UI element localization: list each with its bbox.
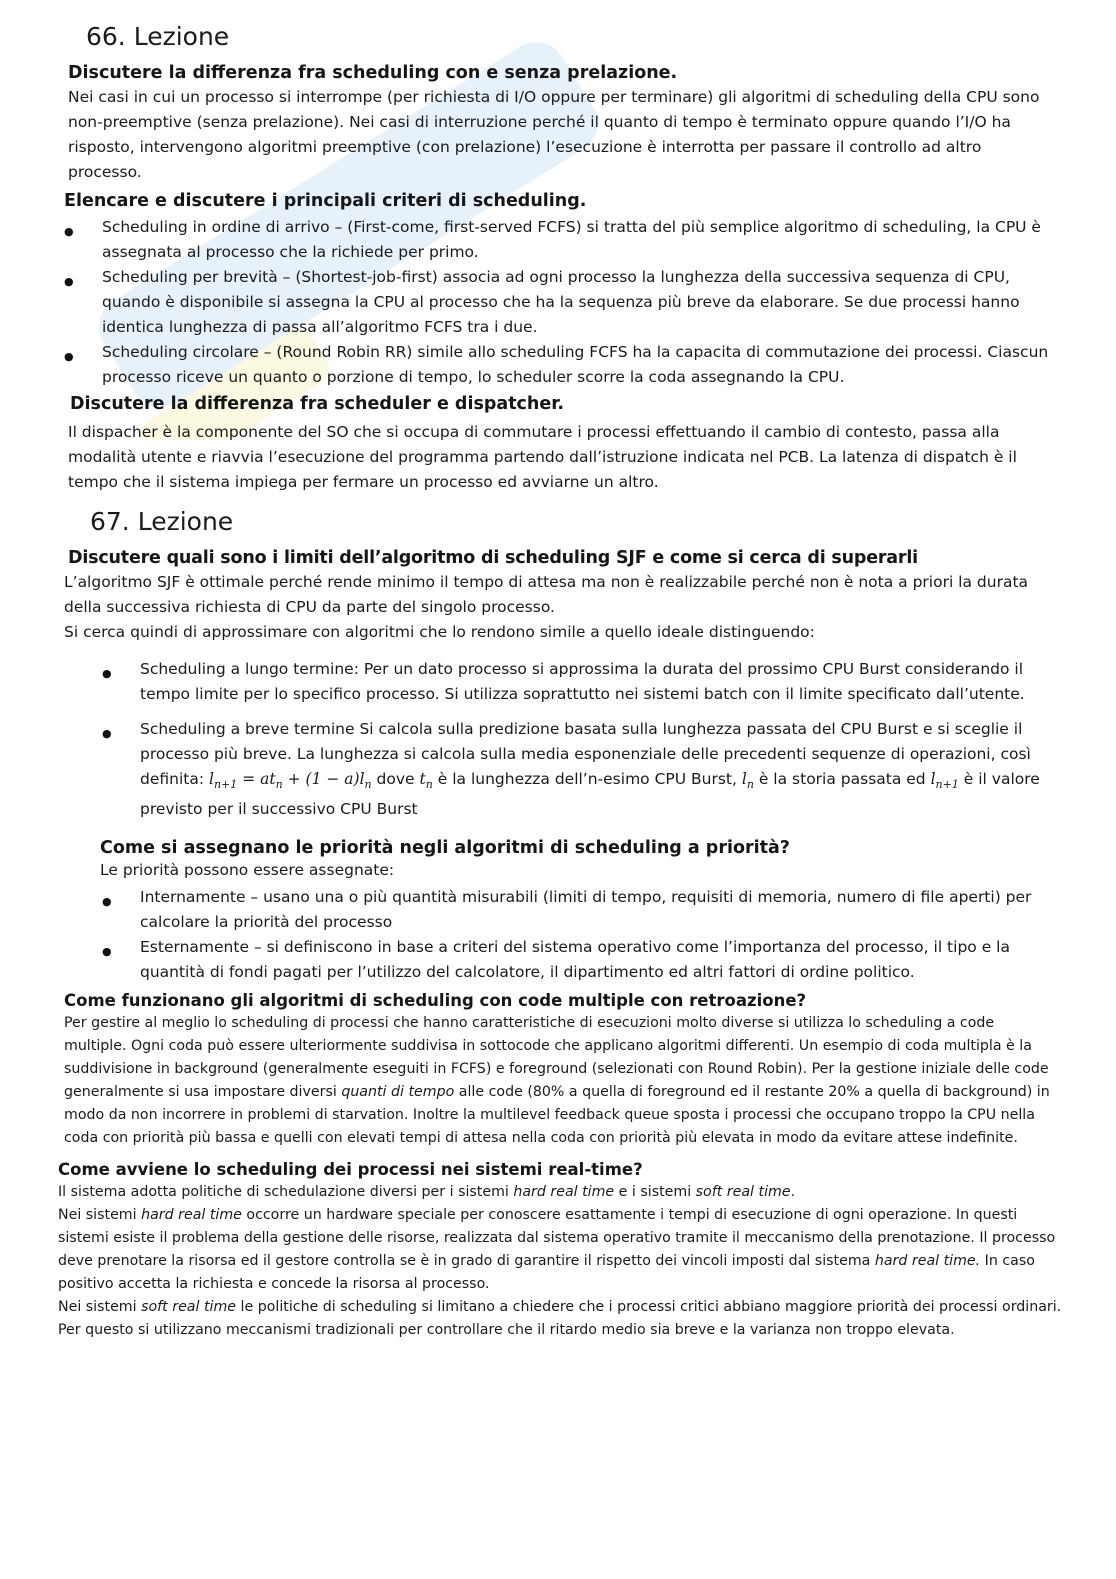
question-preemption-heading: Discutere la differenza fra scheduling con e senza prelazione. — [68, 63, 678, 83]
list-item: ● Esternamente – si definiscono in base a criteri del sistema operativo come l’importanza del processo, il tipo e la quantità di fondi pagati per l’utilizzo del calcolatore, il dipartimento ed altri fattori di ordine politico. — [64, 935, 1056, 985]
answer-realtime-1: Il sistema adotta politiche di schedulazione diversi per i sistemi hard real time e i sistemi soft real time. — [58, 1184, 796, 1201]
list-item: ● Internamente – usano una o più quantità misurabili (limiti di tempo, requisiti di memoria, numero di file aperti) per calcolare la priorità del processo — [64, 885, 1056, 935]
answer-realtime-3: Nei sistemi soft real time le politiche di scheduling si limitano a chiedere che i processi critici abbiano maggiore priorità dei processi ordinari. Per questo si utilizzano meccanismi tradizionali per controllare che il ritardo medio sia breve e la varianza non troppo elevata. — [58, 1299, 1062, 1339]
criteria-list — [64, 215, 1056, 390]
lesson-66-title: 66. Lezione — [86, 22, 230, 51]
priority-list — [64, 885, 1056, 985]
answer-multilevel: Per gestire al meglio lo scheduling di processi che hanno caratteristiche di esecuzioni molto diverse si utilizza lo scheduling a code multiple. Ogni coda può essere ulteriormente suddivisa in sottocode che applicano algoritmi differenti. Un esempio di coda multipla è la suddivisione in background (generalmente eseguiti in FCFS) e foreground (selezionati con Round Robin). Per la gestione iniziale delle code generalmente si usa impostare diversi quanti di tempo alle code (80% a quella di foreground ed il restante 20% a quella di background) in modo da non incorrere in problemi di starvation. Inoltre la multilevel feedback queue sposta i processi che occupano troppo la CPU nella coda con priorità più bassa e quelli con elevati tempi di attesa nella coda con priorità più elevata in modo da evitare attese indefinite. — [64, 1015, 1050, 1147]
question-realtime-heading: Come avviene lo scheduling dei processi nei sistemi real-time? — [58, 1160, 643, 1180]
list-item: ● Scheduling a breve termine Si calcola sulla predizione basata sulla lunghezza passata del CPU Burst e si sceglie il processo più breve. La lunghezza si calcola sulla media esponenziale delle precedenti sequenze di operazioni, così definita: $l_{n+1} = at_n + (1 - a)l_n$ dove $t_n$ è la lunghezza dell’n-esimo CPU Burst, $l_n$ è la storia passata ed $l_{n+1}$ è il valore previsto per il successivo CPU Burst — [64, 717, 1056, 822]
list-item: ● Scheduling per brevità – (Shortest-job-first) associa ad ogni processo la lunghezza della successiva sequenza di CPU, quando è disponibile si assegna la CPU al processo che ha la sequenza più breve da elaborare. Se due processi hanno identica lunghezza di passa all’algoritmo FCFS tra i due. — [64, 265, 1056, 340]
answer-sjf: L’algoritmo SJF è ottimale perché rende minimo il tempo di attesa ma non è realizzabile perché non è nota a priori la durata della successiva richiesta di CPU da parte del singolo processo. — [64, 573, 1029, 616]
list-item: ● Scheduling circolare – (Round Robin RR) simile allo scheduling FCFS ha la capacita di commutazione dei processi. Ciascun processo riceve un quanto o porzione di tempo, lo scheduler scorre la coda assegnando la CPU. — [64, 340, 1056, 390]
question-dispatcher-heading: Discutere la differenza fra scheduler e dispatcher. — [70, 394, 565, 414]
answer-realtime-2: Nei sistemi hard real time occorre un hardware speciale per conoscere esattamente i tempi di esecuzione di ogni operazione. In questi sistemi esiste il problema della gestione delle risorse, realizzata dal sistema operativo tramite il meccanismo della prenotazione. Il processo deve prenotare la risorsa ed il gestore controlla se è in grado di garantire il rispetto dei vincoli imposti dal sistema hard real time. In caso positivo accetta la richiesta e concede la risorsa al processo. — [58, 1207, 1056, 1293]
lesson-67-title: 67. Lezione — [90, 507, 234, 536]
answer-preemption: Nei casi in cui un processo si interrompe (per richiesta di I/O oppure per terminare) gli algoritmi di scheduling della CPU sono non-preemptive (senza prelazione). Nei casi di interruzione perché il quanto di tempo è terminato oppure quando l’I/O ha risposto, intervengono algoritmi preemptive (con prelazione) l’esecuzione è interrotta per passare il controllo ad altro processo. — [68, 88, 1040, 181]
list-item: ● Scheduling in ordine di arrivo – (First-come, first-served FCFS) si tratta del più semplice algoritmo di scheduling, la CPU è assegnata al processo che la richiede per primo. — [64, 215, 1056, 265]
question-multilevel-heading: Come funzionano gli algoritmi di scheduling con code multiple con retroazione? — [64, 991, 807, 1011]
sjf-list — [64, 657, 1056, 822]
answer-priority-intro: Le priorità possono essere assegnate: — [100, 861, 395, 880]
question-priority-heading: Come si assegnano le priorità negli algoritmi di scheduling a priorità? — [100, 838, 790, 859]
answer-sjf-approx: Si cerca quindi di approssimare con algoritmi che lo rendono simile a quello ideale distinguendo: — [64, 623, 815, 641]
list-item: ● Scheduling a lungo termine: Per un dato processo si approssima la durata del prossimo CPU Burst considerando il tempo limite per lo specifico processo. Si utilizza soprattutto nei sistemi batch con il limite specificato dall’utente. — [64, 657, 1056, 707]
question-criteria-heading: Elencare e discutere i principali criteri di scheduling. — [64, 191, 587, 211]
answer-dispatcher: Il dispacher è la componente del SO che si occupa di commutare i processi effettuando il cambio di contesto, passa alla modalità utente e riavvia l’esecuzione del programma partendo dall’istruzione indicata nel PCB. La latenza di dispatch è il tempo che il sistema impiega per fermare un processo ed avviarne un altro. — [68, 423, 1017, 491]
formula: $l_{n+1} = at_n + (1 - a)l_n$ — [209, 770, 372, 792]
question-sjf-heading: Discutere quali sono i limiti dell’algoritmo di scheduling SJF e come si cerca di superarli — [68, 548, 918, 568]
